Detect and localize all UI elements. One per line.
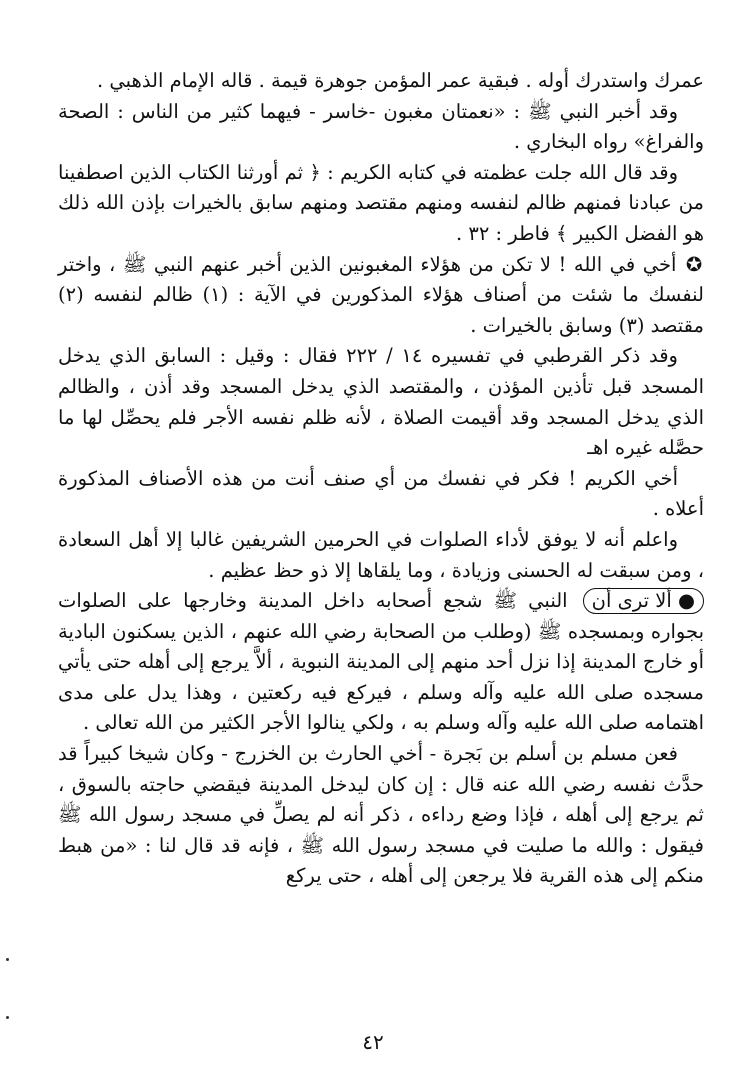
scan-dot xyxy=(6,1016,9,1019)
paragraph-9: فعن مسلم بن أسلم بن بَجرة - أخي الحارث بن الخزرج - وكان شيخا كبيراً قد حدَّث نفسه رضي الله عنه قال : إن كان ليدخل المدينة فيقضي حاجته بالسوق ، ثم يرجع إلى أهله ، فإذا وضع رداءه ، ذكر أنه لم يصلِّ في مسجد رسول الله ﷺ فيقول : والله ما صليت في مسجد رسول الله ﷺ ، فإنه قد قال لنا : «من هبط منكم إلى هذه القرية فلا يرجعن إلى أهله ، حتى يركع xyxy=(58,742,704,888)
paragraph-5: وقد ذكر القرطبي في تفسيره ١٤ / ٢٢٢ فقال : وقيل : السابق الذي يدخل المسجد قبل تأذين المؤذن ، والمقتصد الذي يدخل المسجد وقد أذن ، والظالم الذي يدخل المسجد وقد أقيمت الصلاة ، لأنه ظلم نفسه الأجر فلم يحصِّل لها ما حصَّله غيره اهـ xyxy=(58,344,704,460)
paragraph-3: وقد قال الله جلت عظمته في كتابه الكريم : ﴿ ثم أورثنا الكتاب الذين اصطفينا من عبادنا فمنهم ظالم لنفسه ومنهم مقتصد ومنهم سابق بالخيرات بإذن الله ذلك هو الفضل الكبير ﴾ فاطر : ٣٢ . xyxy=(58,160,704,245)
document-page xyxy=(58,66,704,1026)
highlighted-phrase-box: ● ألا ترى أن xyxy=(583,588,704,614)
paragraph-4-text: أخي في الله ! لا تكن من هؤلاء المغبونين الذين أخبر عنهم النبي ﷺ ، واختر لنفسك ما شئت من أصناف هؤلاء المذكورين في الآية : (١) ظالم لنفسه (٢) مقتصد (٣) وسابق بالخيرات . xyxy=(58,252,704,337)
paragraph-1: عمرك واستدرك أوله . فبقية عمر المؤمن جوهرة قيمة . قاله الإمام الذهبي . xyxy=(97,69,704,92)
star-bullet-icon: ✪ xyxy=(685,252,703,276)
paragraph-8 xyxy=(58,586,704,739)
paragraph-6: أخي الكريم ! فكر في نفسك من أي صنف أنت من هذه الأصناف المذكورة أعلاه . xyxy=(58,466,704,521)
page-number: ٤٢ xyxy=(362,1030,384,1054)
paragraph-8-text: النبي ﷺ شجع أصحابه داخل المدينة وخارجها على الصلوات بجواره وبمسجده ﷺ (وطلب من الصحابة رضي الله عنهم ، الذين يسكنون البادية أو خارج المدينة إذا نزل أحد منهم إلى المدينة النبوية ، ألاَّ يرجع إلى أهله حتى يأتي مسجده صلى الله عليه وآله وسلم ، فيركع فيه ركعتين ، وهذا يدل على مدى اهتمامه صلى الله عليه وآله وسلم به ، ولكي ينالوا الأجر الكثير من الله تعالى . xyxy=(58,589,704,735)
paragraph-2: وقد أخبر النبي ﷺ : «نعمتان مغبون -خاسر - فيهما كثير من الناس : الصحة والفراغ» رواه البخاري . xyxy=(58,99,704,154)
paragraph-4 xyxy=(58,250,704,342)
scan-dot xyxy=(6,958,9,961)
paragraph-7: واعلم أنه لا يوفق لأداء الصلوات في الحرمين الشريفين غالبا إلا أهل السعادة ، ومن سبقت له الحسنى وزيادة ، وما يلقاها إلا ذو حظ عظيم . xyxy=(58,527,704,582)
